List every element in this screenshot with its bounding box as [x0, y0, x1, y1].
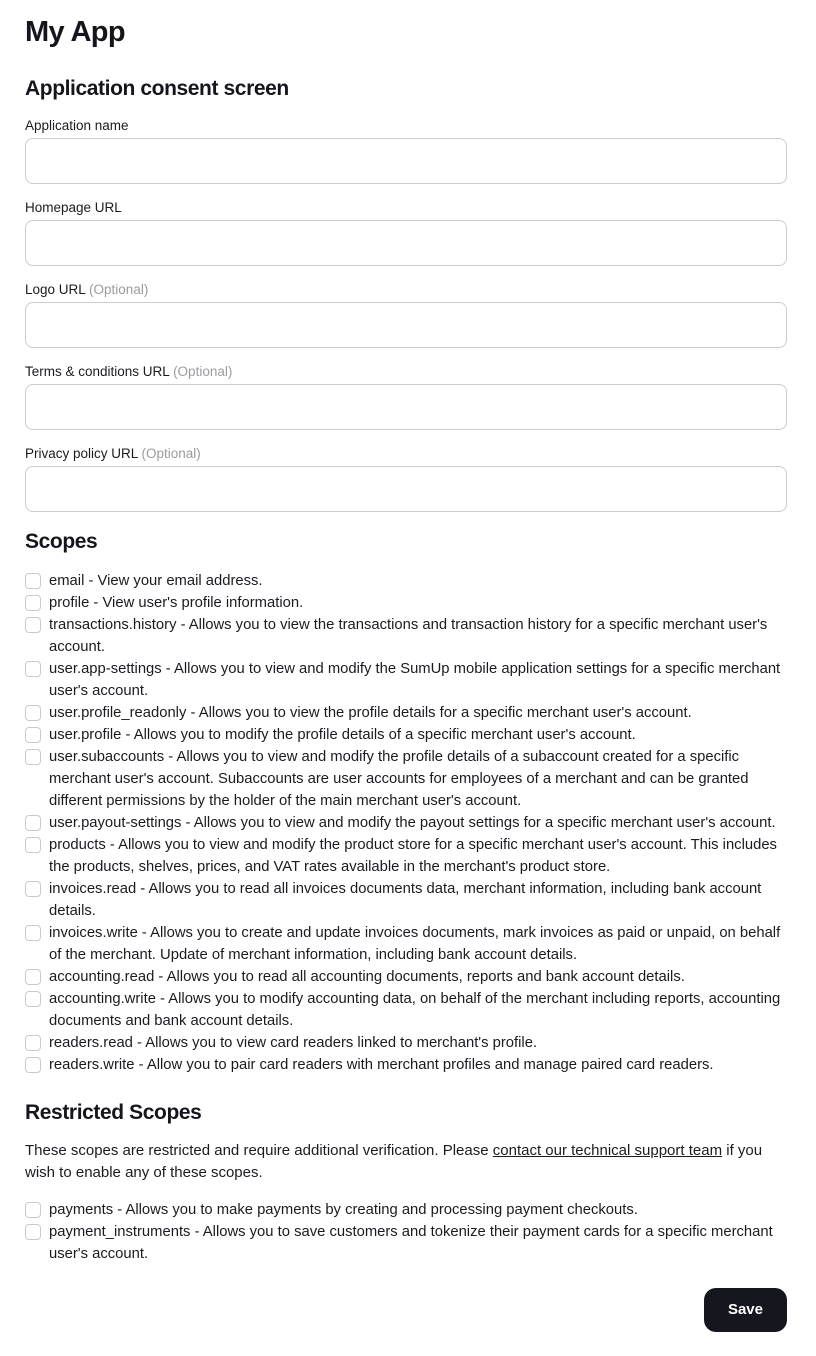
scope-checkbox-payment_instruments[interactable] [25, 1224, 41, 1240]
restricted-desc-after: if you wish to enable any of these scopes. [25, 1141, 763, 1181]
form-fields [25, 119, 787, 512]
field-label [25, 119, 787, 133]
field-label-text: Terms & conditions URL [25, 363, 170, 379]
scope-row [25, 812, 787, 834]
scope-row [25, 1221, 787, 1265]
scope-checkbox-user.subaccounts[interactable] [25, 749, 41, 765]
scope-row [25, 834, 787, 878]
scope-checkbox-invoices.read[interactable] [25, 881, 41, 897]
logo-url-input[interactable] [25, 302, 787, 348]
restricted-scopes-list [25, 1199, 787, 1265]
scope-label: readers.write - Allow you to pair card readers with merchant profiles and manage paired card readers. [49, 1056, 714, 1073]
form-field-group [25, 365, 787, 430]
scope-checkbox-readers.write[interactable] [25, 1057, 41, 1073]
scope-checkbox-products[interactable] [25, 837, 41, 853]
scope-checkbox-profile[interactable] [25, 595, 41, 611]
homepage-url-input[interactable] [25, 220, 787, 266]
scope-row [25, 1054, 787, 1076]
scope-label: payment_instruments - Allows you to save customers and tokenize their payment cards for a specific merchant user's account. [49, 1223, 773, 1262]
scope-checkbox-user.app-settings[interactable] [25, 661, 41, 677]
scope-checkbox-transactions.history[interactable] [25, 617, 41, 633]
scope-checkbox-accounting.read[interactable] [25, 969, 41, 985]
field-label-text: Logo URL [25, 281, 86, 297]
field-label-text: Homepage URL [25, 199, 122, 215]
page-title: My App [25, 16, 126, 48]
restricted-scopes-heading: Restricted Scopes [25, 1100, 202, 1124]
field-label-text: Application name [25, 117, 129, 133]
field-label [25, 365, 787, 379]
field-optional-tag: (Optional) [169, 363, 233, 379]
form-field-group [25, 447, 787, 512]
field-label [25, 201, 787, 215]
scope-checkbox-user.profile_readonly[interactable] [25, 705, 41, 721]
scope-label: email - View your email address. [49, 572, 263, 589]
form-field-group [25, 119, 787, 184]
scope-label: user.subaccounts - Allows you to view and modify the profile details of a subaccount created for a specific merchant user's account. Subaccounts are user accounts for employees of a merchant and can be granted different permissions by the holder of the main merchant user's account. [49, 748, 749, 809]
scope-checkbox-accounting.write[interactable] [25, 991, 41, 1007]
scope-label: readers.read - Allows you to view card readers linked to merchant's profile. [49, 1034, 538, 1051]
scope-row [25, 614, 787, 658]
scope-label: accounting.read - Allows you to read all accounting documents, reports and bank account details. [49, 968, 685, 985]
scope-label: products - Allows you to view and modify the product store for a specific merchant user's account. This includes the products, shelves, prices, and VAT rates available in the merchant's product store. [49, 836, 777, 875]
scope-label: user.profile - Allows you to modify the profile details of a specific merchant user's account. [49, 726, 636, 743]
restricted-scopes-description [25, 1140, 770, 1184]
scope-row [25, 1199, 787, 1221]
scope-row [25, 878, 787, 922]
scope-row [25, 570, 787, 592]
scope-checkbox-invoices.write[interactable] [25, 925, 41, 941]
scope-checkbox-user.profile[interactable] [25, 727, 41, 743]
scope-checkbox-user.payout-settings[interactable] [25, 815, 41, 831]
scope-checkbox-readers.read[interactable] [25, 1035, 41, 1051]
scope-label: payments - Allows you to make payments by creating and processing payment checkouts. [49, 1201, 638, 1218]
restricted-desc-before: These scopes are restricted and require additional verification. Please [25, 1141, 493, 1159]
scope-row [25, 1032, 787, 1054]
privacy-policy-url-input[interactable] [25, 466, 787, 512]
scope-row [25, 966, 787, 988]
consent-screen-heading: Application consent screen [25, 77, 289, 101]
form-field-group [25, 283, 787, 348]
terms-conditions-url-input[interactable] [25, 384, 787, 430]
scope-checkbox-email[interactable] [25, 573, 41, 589]
scope-label: user.payout-settings - Allows you to view and modify the payout settings for a specific merchant user's account. [49, 814, 776, 831]
scope-row [25, 702, 787, 724]
application-name-input[interactable] [25, 138, 787, 184]
actions-bar [25, 1288, 787, 1332]
scope-label: user.app-settings - Allows you to view and modify the SumUp mobile application settings for a specific merchant user's account. [49, 660, 781, 699]
scope-label: user.profile_readonly - Allows you to view the profile details for a specific merchant user's account. [49, 704, 692, 721]
scope-checkbox-payments[interactable] [25, 1202, 41, 1218]
field-label [25, 283, 787, 297]
scope-label: transactions.history - Allows you to view the transactions and transaction history for a specific merchant user's account. [49, 616, 768, 655]
scopes-list [25, 570, 787, 1076]
scope-row [25, 592, 787, 614]
scope-label: invoices.read - Allows you to read all invoices documents data, merchant information, including bank account details. [49, 880, 762, 919]
scope-label: profile - View user's profile information. [49, 594, 304, 611]
form-field-group [25, 201, 787, 266]
scope-row [25, 746, 787, 812]
scope-row [25, 724, 787, 746]
scope-row [25, 658, 787, 702]
field-label [25, 447, 787, 461]
scopes-heading: Scopes [25, 529, 98, 553]
field-optional-tag: (Optional) [85, 281, 149, 297]
scope-row [25, 988, 787, 1032]
scope-label: accounting.write - Allows you to modify accounting data, on behalf of the merchant including reports, accounting documents and bank account details. [49, 990, 781, 1029]
field-optional-tag: (Optional) [137, 445, 201, 461]
contact-support-link[interactable]: contact our technical support team [492, 1141, 723, 1159]
scope-row [25, 922, 787, 966]
field-label-text: Privacy policy URL [25, 445, 138, 461]
save-button[interactable]: Save [704, 1288, 787, 1332]
scope-label: invoices.write - Allows you to create and update invoices documents, mark invoices as paid or unpaid, on behalf of the merchant. Update of merchant information, including bank account details. [49, 924, 781, 963]
